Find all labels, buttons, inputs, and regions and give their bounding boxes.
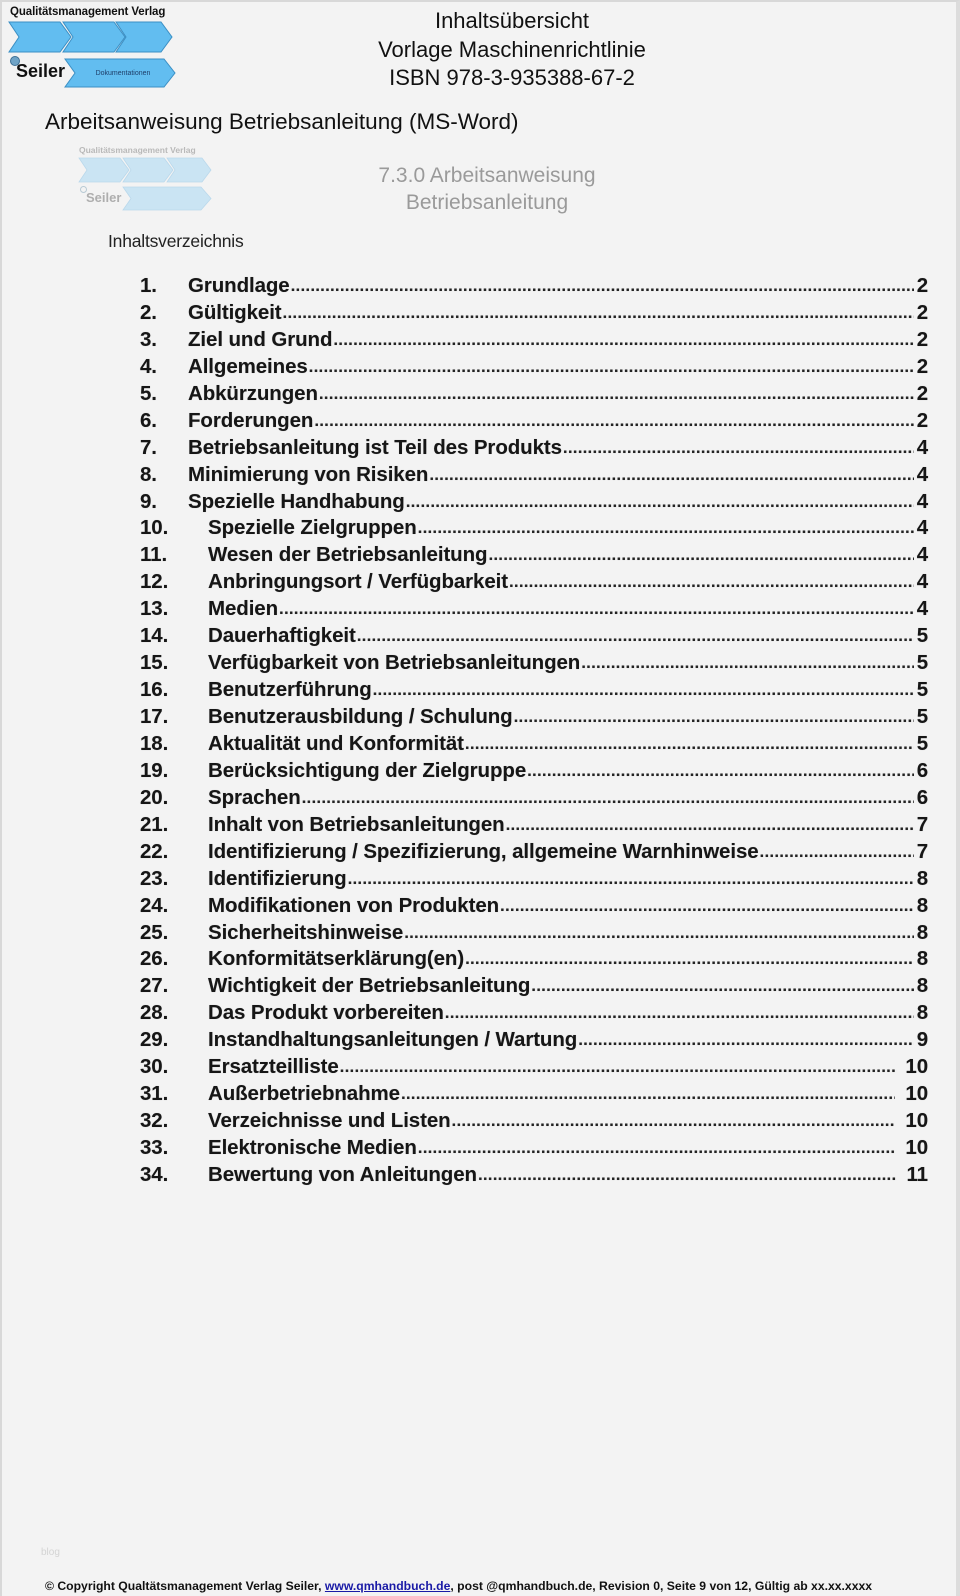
toc-entry-number: 29.: [140, 1028, 169, 1052]
toc-entry-number: 15.: [140, 651, 169, 675]
toc-entry[interactable]: [140, 840, 928, 867]
watermark-text: blog: [41, 1547, 60, 1558]
toc-entry-number: 13.: [140, 597, 169, 621]
toc-entry-number: 2.: [140, 300, 157, 324]
toc-entry[interactable]: [140, 409, 928, 436]
toc-entry-number: 24.: [140, 893, 169, 917]
preview-document-title: [302, 162, 672, 216]
toc-entry[interactable]: [140, 1001, 928, 1028]
toc-entry-number: 17.: [140, 705, 169, 728]
toc-entry-number: 32.: [140, 1109, 169, 1133]
footer-website-link[interactable]: www.qmhandbuch.de: [324, 1579, 451, 1593]
toc-dot-leader: [531, 973, 914, 997]
footer-copyright-text: © Copyright Qualtätsmanagement Verlag Seiler,: [45, 1579, 325, 1593]
toc-entry-title: Das Produkt vorbereiten: [208, 1001, 444, 1025]
toc-entry-title: Grundlage: [188, 274, 290, 297]
toc-entry-page: 8: [916, 947, 928, 971]
toc-entry-page: 2: [916, 408, 928, 432]
toc-dot-leader: [478, 1162, 897, 1186]
toc-entry-title: Konformitätserklärung(en): [208, 947, 465, 971]
toc-entry-number: 31.: [140, 1082, 169, 1106]
toc-entry[interactable]: [140, 490, 928, 517]
toc-entry-number: 27.: [140, 974, 169, 998]
logo-brand-name: Seiler: [16, 61, 66, 81]
toc-entry-title: Gültigkeit: [188, 300, 282, 324]
toc-entry-page: 8: [916, 920, 928, 944]
preview-logo-publisher-name: Qualitätsmanagement Verlag: [79, 145, 196, 155]
process-chevrons-icon: [8, 21, 173, 53]
toc-entry[interactable]: [140, 274, 928, 301]
table-of-contents: [140, 274, 928, 1190]
toc-entry-title: Inhalt von Betriebsanleitungen: [208, 812, 505, 836]
toc-entry[interactable]: [140, 759, 928, 786]
toc-entry-title: Anbringungsort / Verfügbarkeit: [208, 570, 508, 594]
header-title-line-1: Inhaltsübersicht: [434, 8, 590, 33]
toc-entry[interactable]: [140, 1028, 928, 1055]
logo-publisher-name: Qualitätsmanagement Verlag: [10, 6, 166, 18]
toc-entry-page: 4: [916, 462, 928, 486]
toc-entry-title: Ziel und Grund: [188, 327, 333, 351]
toc-entry[interactable]: [140, 678, 928, 705]
toc-entry-title: Sicherheitshinweise: [208, 920, 404, 944]
toc-entry-page: 8: [916, 1001, 928, 1025]
toc-dot-leader: [465, 731, 914, 755]
toc-dot-leader: [314, 408, 914, 432]
toc-entry-title: Verzeichnisse und Listen: [208, 1109, 451, 1133]
toc-entry[interactable]: [140, 463, 928, 490]
toc-dot-leader: [340, 1054, 896, 1078]
toc-dot-leader: [333, 327, 914, 351]
toc-entry-number: 3.: [140, 327, 157, 351]
toc-entry-title: Ersatzteilliste: [208, 1055, 339, 1079]
toc-entry-page: 4: [916, 435, 928, 459]
toc-entry[interactable]: [140, 974, 928, 1001]
toc-entry[interactable]: [140, 705, 928, 732]
toc-entry-number: 12.: [140, 570, 169, 594]
toc-entry-title: Wesen der Betriebsanleitung: [208, 543, 488, 567]
toc-entry-number: 25.: [140, 920, 169, 944]
preview-process-chevrons-icon: [78, 157, 213, 183]
toc-dot-leader: [509, 569, 914, 593]
toc-entry-title: Aktualität und Konformität: [208, 731, 464, 755]
toc-entry-page: 4: [916, 516, 928, 540]
toc-entry-title: Bewertung von Anleitungen: [208, 1162, 477, 1186]
toc-entry-page: 10: [905, 1136, 928, 1159]
logo-section-label: Dokumentationen: [95, 69, 151, 77]
toc-dot-leader: [302, 785, 914, 809]
toc-entry[interactable]: [140, 597, 928, 624]
toc-entry[interactable]: [140, 301, 928, 328]
toc-entry-number: 7.: [140, 435, 157, 459]
toc-dot-leader: [309, 354, 914, 378]
toc-entry[interactable]: [140, 786, 928, 813]
toc-entry-number: 19.: [140, 758, 169, 782]
toc-entry-number: 11.: [140, 543, 168, 567]
toc-entry-title: Spezielle Zielgruppen: [208, 516, 417, 540]
toc-entry-title: Betriebsanleitung ist Teil des Produkts: [188, 435, 562, 459]
toc-dot-leader: [418, 1135, 896, 1159]
toc-entry-page: 9: [916, 1028, 928, 1052]
toc-entry-title: Benutzerführung: [208, 678, 372, 702]
toc-dot-leader: [373, 677, 914, 701]
header-title-line-3: ISBN 978-3-935388-67-2: [389, 65, 635, 90]
toc-entry[interactable]: [140, 947, 928, 974]
toc-entry-title: Berücksichtigung der Zielgruppe: [208, 758, 527, 782]
toc-entry[interactable]: [140, 516, 928, 543]
toc-entry-title: Dauerhaftigkeit: [208, 624, 356, 648]
toc-entry-title: Instandhaltungsanleitungen / Wartung: [208, 1028, 578, 1052]
toc-entry[interactable]: [140, 355, 928, 382]
toc-entry-title: Benutzerausbildung / Schulung: [208, 705, 513, 728]
toc-entry-title: Identifizierung / Spezifizierung, allgemeine Warnhinweise: [208, 839, 759, 863]
toc-entry-page: 4: [916, 597, 928, 621]
toc-entry[interactable]: [140, 624, 928, 651]
toc-dot-leader: [506, 812, 914, 836]
toc-dot-leader: [418, 515, 914, 539]
toc-entry-page: 5: [916, 678, 928, 702]
toc-dot-leader: [578, 1027, 914, 1051]
toc-dot-leader: [406, 489, 914, 513]
toc-entry-number: 8.: [140, 462, 157, 486]
toc-entry-number: 26.: [140, 947, 169, 971]
publisher-logo: [8, 6, 178, 86]
toc-entry[interactable]: [140, 382, 928, 409]
copyright-footer: [45, 1579, 872, 1593]
toc-dot-leader: [319, 381, 914, 405]
toc-entry[interactable]: [140, 813, 928, 840]
preview-publisher-logo: [78, 145, 218, 215]
toc-entry-number: 34.: [140, 1162, 169, 1186]
toc-dot-leader: [357, 623, 914, 647]
toc-entry[interactable]: [140, 1055, 928, 1082]
toc-entry-number: 6.: [140, 408, 157, 432]
toc-dot-leader: [348, 866, 914, 890]
toc-entry-number: 22.: [140, 839, 169, 863]
toc-entry-number: 10.: [140, 516, 169, 540]
toc-entry-page: 2: [916, 327, 928, 351]
toc-entry[interactable]: [140, 543, 928, 570]
toc-entry[interactable]: [140, 570, 928, 597]
toc-dot-leader: [283, 300, 914, 324]
toc-entry-page: 2: [916, 274, 928, 297]
toc-entry[interactable]: [140, 1082, 928, 1109]
toc-dot-leader: [291, 273, 914, 297]
toc-entry[interactable]: [140, 328, 928, 355]
toc-entry-page: 10: [905, 1055, 928, 1079]
document-subtitle: Arbeitsanweisung Betriebsanleitung (MS-Word): [45, 109, 519, 134]
header-title: [302, 7, 722, 93]
toc-entry-page: 7: [916, 812, 928, 836]
toc-dot-leader: [514, 704, 914, 728]
toc-entry-number: 30.: [140, 1055, 169, 1079]
toc-entry-title: Elektronische Medien: [208, 1136, 417, 1159]
toc-entry-number: 33.: [140, 1136, 169, 1159]
toc-dot-leader: [500, 893, 914, 917]
toc-entry-page: 2: [916, 354, 928, 378]
preview-title-line-1: 7.3.0 Arbeitsanweisung: [378, 164, 596, 187]
toc-entry[interactable]: [140, 894, 928, 921]
toc-dot-leader: [404, 920, 914, 944]
toc-entry-page: 5: [916, 731, 928, 755]
toc-entry-title: Verfügbarkeit von Betriebsanleitungen: [208, 651, 581, 675]
toc-entry-page: 2: [916, 300, 928, 324]
toc-entry-number: 5.: [140, 381, 157, 405]
toc-entry-page: 4: [916, 570, 928, 594]
toc-entry-page: 11: [906, 1162, 928, 1186]
toc-entry-number: 28.: [140, 1001, 169, 1025]
toc-entry-title: Allgemeines: [188, 354, 308, 378]
toc-entry-title: Abkürzungen: [188, 381, 318, 405]
toc-dot-leader: [452, 1108, 896, 1132]
toc-entry[interactable]: [140, 867, 928, 894]
toc-entry[interactable]: [140, 436, 928, 463]
toc-entry-number: 18.: [140, 731, 169, 755]
toc-heading: Inhaltsverzeichnis: [108, 231, 244, 251]
toc-entry[interactable]: [140, 1109, 928, 1136]
toc-entry-number: 20.: [140, 785, 169, 809]
toc-entry[interactable]: [140, 1136, 928, 1163]
toc-entry-title: Minimierung von Risiken: [188, 462, 429, 486]
toc-entry-number: 16.: [140, 678, 169, 702]
preview-title-line-2: Betriebsanleitung: [405, 191, 569, 214]
toc-entry-page: 4: [916, 543, 928, 567]
toc-dot-leader: [445, 1000, 914, 1024]
toc-entry-page: 8: [916, 974, 928, 998]
toc-entry-page: 4: [916, 489, 928, 513]
toc-entry-number: 14.: [140, 624, 169, 648]
toc-entry-title: Sprachen: [208, 785, 301, 809]
toc-dot-leader: [527, 758, 914, 782]
toc-entry-title: Modifikationen von Produkten: [208, 893, 500, 917]
toc-entry-page: 5: [916, 624, 928, 648]
toc-entry-number: 21.: [140, 812, 169, 836]
toc-entry-title: Spezielle Handhabung: [188, 489, 405, 513]
toc-dot-leader: [760, 839, 914, 863]
toc-entry-page: 8: [916, 866, 928, 890]
toc-entry[interactable]: [140, 651, 928, 678]
toc-dot-leader: [488, 542, 914, 566]
preview-section-chevron-icon: [122, 186, 212, 211]
toc-entry-page: 6: [916, 785, 928, 809]
toc-entry-page: 10: [905, 1082, 928, 1106]
toc-entry-title: Identifizierung: [208, 866, 347, 890]
toc-dot-leader: [563, 435, 914, 459]
toc-dot-leader: [401, 1081, 895, 1105]
toc-entry-title: Wichtigkeit der Betriebsanleitung: [208, 974, 531, 998]
toc-entry-number: 1.: [140, 274, 157, 297]
toc-dot-leader: [465, 946, 914, 970]
toc-entry-page: 5: [916, 651, 928, 675]
toc-dot-leader: [279, 596, 914, 620]
toc-entry[interactable]: [140, 732, 928, 759]
toc-entry-page: 2: [916, 381, 928, 405]
toc-entry-page: 6: [916, 758, 928, 782]
toc-entry-title: Forderungen: [188, 408, 314, 432]
toc-entry-page: 5: [916, 705, 928, 728]
toc-dot-leader: [429, 462, 914, 486]
toc-entry[interactable]: [140, 1163, 928, 1190]
footer-details-text: , post @qmhandbuch.de, Revision 0, Seite 9 von 12, Gültig ab xx.xx.xxxx: [450, 1579, 873, 1593]
toc-dot-leader: [581, 650, 914, 674]
preview-logo-brand-name: Seiler: [86, 190, 122, 205]
toc-entry-number: 4.: [140, 354, 157, 378]
toc-entry-title: Medien: [208, 597, 279, 621]
toc-entry-title: Außerbetriebnahme: [208, 1082, 400, 1106]
toc-entry-number: 23.: [140, 866, 169, 890]
toc-entry-number: 9.: [140, 489, 157, 513]
logo-section-chevron: [64, 58, 176, 88]
toc-entry[interactable]: [140, 921, 928, 948]
toc-entry-page: 7: [916, 839, 928, 863]
toc-entry-page: 8: [916, 893, 928, 917]
header-title-line-2: Vorlage Maschinenrichtlinie: [378, 36, 646, 62]
toc-entry-page: 10: [905, 1109, 928, 1133]
